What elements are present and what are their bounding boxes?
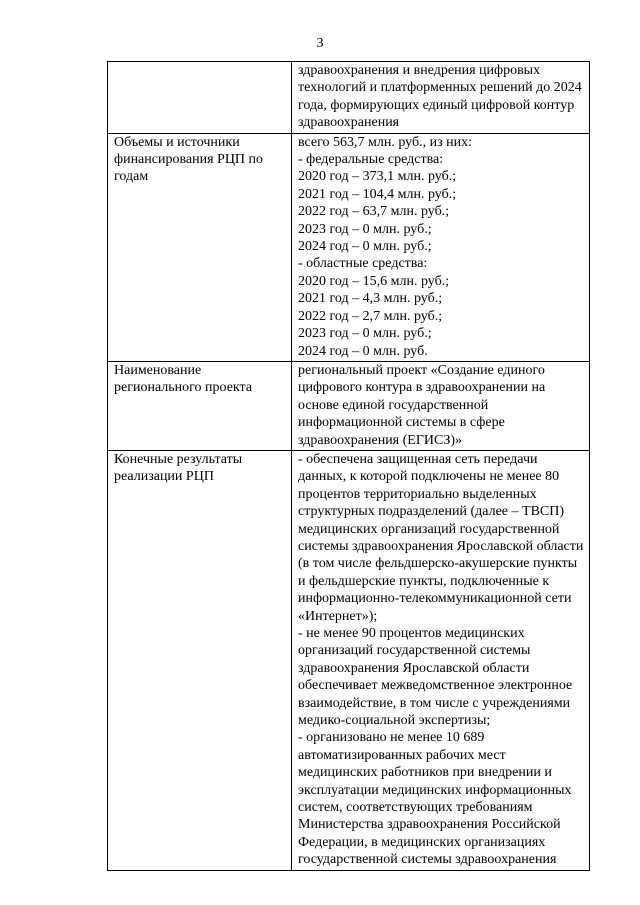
value-line: информационной системы в сфере <box>298 415 505 431</box>
value-line: 2021 год – 104,4 млн. руб.; <box>298 186 457 202</box>
value-line: - не менее 90 процентов медицинских <box>298 626 525 641</box>
value-line: технологий и платформенных решений до 2024 <box>298 80 582 96</box>
value-line: 2022 год – 2,7 млн. руб.; <box>298 308 443 324</box>
value-line: здравоохранения (ЕГИСЗ)» <box>298 432 463 448</box>
value-line: системы здравоохранения Ярославской области <box>298 538 584 554</box>
value-line: здравоохранения и внедрения цифровых <box>298 63 541 78</box>
value-line: взаимодействие, в том числе с учреждениями <box>298 695 571 711</box>
value-line: - федеральные средства: <box>298 152 444 168</box>
value-line: 2023 год – 0 млн. руб.; <box>298 221 432 237</box>
row-label-text: Конечные результаты реализации РЦП <box>114 451 243 485</box>
value-line: 2024 год – 0 млн. руб.; <box>298 239 432 255</box>
table-row <box>108 62 590 134</box>
row-label <box>108 133 292 361</box>
page-number: 3 <box>316 36 324 51</box>
value-line: данных, к которой подключены не менее 80 <box>298 469 560 485</box>
row-value <box>292 133 590 361</box>
value-line: Министерства здравоохранения Российской <box>298 817 561 833</box>
value-line: медицинских работников при внедрении и <box>298 765 552 781</box>
value-line: государственной системы здравоохранения <box>298 852 557 868</box>
value-line: всего 563,7 млн. руб., из них: <box>298 134 473 150</box>
row-value <box>292 450 590 870</box>
value-line: 2020 год – 373,1 млн. руб.; <box>298 169 457 185</box>
value-line: обеспечивает межведомственное электронное <box>298 678 573 694</box>
row-label-text: Наименование регионального проекта <box>114 362 253 396</box>
value-line: 2022 год – 63,7 млн. руб.; <box>298 204 450 220</box>
value-line: года, формирующих единый цифровой контур <box>298 97 575 113</box>
row-value <box>292 62 590 134</box>
value-line: медицинских организаций государственной <box>298 521 560 537</box>
value-line: (в том числе фельдшерско-акушерские пункты <box>298 556 578 572</box>
row-label <box>108 361 292 450</box>
row-label <box>108 62 292 134</box>
value-line: и фельдшерские пункты, подключенные к <box>298 573 550 589</box>
value-line: - областные средства: <box>298 256 428 272</box>
value-line: - организовано не менее 10 689 <box>298 730 485 746</box>
value-line: основе единой государственной <box>298 397 489 413</box>
value-line: структурных подразделений (далее – ТВСП) <box>298 504 565 520</box>
value-line: эксплуатации медицинских информационных <box>298 782 572 798</box>
value-line: Федерации, в медицинских организациях <box>298 834 546 850</box>
row-value <box>292 361 590 450</box>
value-line: систем, соответствующих требованиям <box>298 800 533 816</box>
value-line: здравоохранения <box>298 115 400 131</box>
row-label <box>108 450 292 870</box>
value-line: медико-социальной экспертизы; <box>298 713 491 729</box>
value-line: цифрового контура в здравоохранении на <box>298 380 546 396</box>
row-label-text: Объемы и источники финансирования РЦП по годам <box>114 134 264 185</box>
table-row <box>108 450 590 870</box>
value-line: здравоохранения Ярославской области <box>298 660 530 676</box>
value-line: - обеспечена защищенная сеть передачи <box>298 451 538 467</box>
value-line: «Интернет»); <box>298 608 378 624</box>
value-line: организаций государственной системы <box>298 643 531 659</box>
value-line: 2023 год – 0 млн. руб.; <box>298 326 432 342</box>
value-line: 2021 год – 4,3 млн. руб.; <box>298 291 443 307</box>
value-line: 2024 год – 0 млн. руб. <box>298 343 428 359</box>
program-passport-table <box>107 61 590 871</box>
value-line: 2020 год – 15,6 млн. руб.; <box>298 273 450 289</box>
value-line: региональный проект «Создание единого <box>298 362 545 378</box>
table-row <box>108 133 590 361</box>
value-line: информационно-телекоммуникационной сети <box>298 591 572 607</box>
value-line: автоматизированных рабочих мест <box>298 747 506 763</box>
value-line: процентов территориально выделенных <box>298 486 537 502</box>
table-row <box>108 361 590 450</box>
